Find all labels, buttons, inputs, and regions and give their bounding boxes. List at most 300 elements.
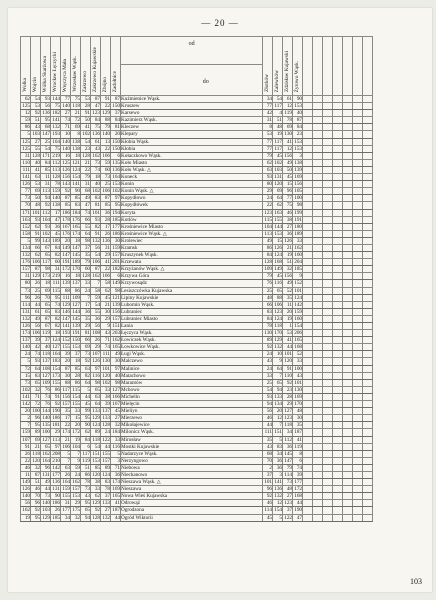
distance-cell: 33 bbox=[101, 386, 111, 393]
distance-cell: 20 bbox=[71, 422, 81, 429]
empty-cell bbox=[363, 159, 373, 166]
distance-cell: 28 bbox=[81, 103, 91, 110]
distance-cell: 75 bbox=[51, 145, 61, 152]
empty-cell bbox=[353, 280, 363, 287]
empty-cell bbox=[363, 131, 373, 138]
empty-cell bbox=[323, 174, 333, 181]
empty-cell bbox=[323, 471, 333, 478]
distance-cell: 99 bbox=[81, 408, 91, 415]
distance-cell: 153 bbox=[294, 103, 302, 110]
distance-cell: 33 bbox=[293, 358, 303, 365]
distance-cell: 75 bbox=[71, 96, 81, 103]
empty-cell bbox=[313, 259, 323, 266]
empty-cell bbox=[353, 408, 363, 415]
distance-cell: 162 bbox=[294, 244, 302, 251]
distance-cell: 132 bbox=[274, 493, 282, 500]
station-name: Krośniewice Wąsk. △ bbox=[121, 230, 263, 237]
distance-cell: 69 bbox=[273, 188, 283, 195]
empty-cell bbox=[343, 266, 353, 273]
empty-cell bbox=[353, 379, 363, 386]
distance-cell: 102 bbox=[112, 188, 120, 195]
empty-cell bbox=[353, 138, 363, 145]
distance-cell: 66 bbox=[81, 337, 91, 344]
distance-cell: 88 bbox=[61, 379, 71, 386]
distance-cell: 39 bbox=[31, 337, 41, 344]
station-name: Mieliyn bbox=[121, 408, 263, 415]
empty-cell bbox=[333, 103, 343, 110]
distance-cell: 49 bbox=[263, 237, 273, 244]
distance-cell: 166 bbox=[102, 273, 110, 280]
distance-cell: 64 bbox=[81, 230, 91, 237]
distance-cell: 9 bbox=[293, 273, 303, 280]
distance-cell: 89 bbox=[31, 429, 41, 436]
distance-cell: 83 bbox=[31, 372, 41, 379]
empty-cell bbox=[353, 386, 363, 393]
distance-cell: 96 bbox=[283, 188, 293, 195]
empty-cell bbox=[323, 422, 333, 429]
distance-cell: 7 bbox=[91, 280, 101, 287]
distance-cell: 191 bbox=[294, 216, 302, 223]
distance-cell: 155 bbox=[52, 379, 60, 386]
distance-cell: 97 bbox=[111, 195, 121, 202]
empty-cell bbox=[343, 493, 353, 500]
distance-cell: 93 bbox=[41, 223, 51, 230]
empty-cell bbox=[323, 244, 333, 251]
distance-cell: 18 bbox=[71, 273, 81, 280]
distance-cell: 125 bbox=[62, 159, 70, 166]
distance-cell: 103 bbox=[42, 507, 50, 514]
distance-cell: 94 bbox=[263, 401, 273, 408]
distance-cell: 92 bbox=[31, 507, 41, 514]
station-name: Lubraniec Miasto bbox=[121, 315, 263, 322]
distance-cell: 79 bbox=[263, 273, 273, 280]
empty-cell bbox=[313, 202, 323, 209]
distance-cell: 75 bbox=[51, 103, 61, 110]
distance-cell: 70 bbox=[21, 202, 31, 209]
distance-cell: 27 bbox=[101, 507, 111, 514]
empty-cell bbox=[343, 195, 353, 202]
distance-cell: 183 bbox=[52, 358, 60, 365]
empty-cell bbox=[303, 408, 313, 415]
empty-cell bbox=[363, 202, 373, 209]
distance-cell: 47 bbox=[91, 103, 101, 110]
distance-cell: 43 bbox=[293, 372, 303, 379]
empty-cell bbox=[313, 103, 323, 110]
station-name: Michelin bbox=[121, 393, 263, 400]
distance-cell: 54 bbox=[91, 252, 101, 259]
station-name: Mielęcin bbox=[121, 401, 263, 408]
distance-cell: 12 bbox=[283, 145, 293, 152]
distance-cell: 190 bbox=[52, 408, 60, 415]
distance-cell: 174 bbox=[72, 230, 80, 237]
distance-cell: 84 bbox=[81, 436, 91, 443]
station-name: Lipiny Kujawskie bbox=[121, 294, 263, 301]
distance-cell: 101 bbox=[294, 287, 302, 294]
empty-cell bbox=[343, 486, 353, 493]
distance-cell: 96 bbox=[41, 464, 51, 471]
distance-cell: 157 bbox=[22, 266, 30, 273]
distance-cell: 173 bbox=[42, 273, 50, 280]
empty-cell bbox=[323, 486, 333, 493]
empty-cell bbox=[333, 372, 343, 379]
distance-cell: 35 bbox=[283, 294, 293, 301]
distance-cell: 29 bbox=[71, 500, 81, 507]
empty-cell bbox=[303, 124, 313, 131]
empty-cell bbox=[343, 337, 353, 344]
empty-cell bbox=[363, 181, 373, 188]
distance-cell: 83 bbox=[71, 202, 81, 209]
distance-cell: 7 bbox=[273, 422, 283, 429]
distance-cell: 49 bbox=[31, 315, 41, 322]
distance-cell: 101 bbox=[92, 209, 100, 216]
empty-cell bbox=[313, 379, 323, 386]
distance-cell: 133 bbox=[274, 393, 282, 400]
table-row bbox=[21, 273, 373, 280]
empty-cell bbox=[353, 479, 363, 486]
distance-cell: 81 bbox=[91, 202, 101, 209]
distance-cell: 118 bbox=[42, 351, 50, 358]
empty-cell bbox=[363, 358, 373, 365]
empty-cell bbox=[323, 365, 333, 372]
distance-cell: 87 bbox=[31, 266, 41, 273]
empty-cell bbox=[303, 131, 313, 138]
distance-cell: 155 bbox=[274, 216, 282, 223]
empty-cell bbox=[333, 386, 343, 393]
distance-cell: 187 bbox=[294, 429, 302, 436]
distance-cell: 19 bbox=[71, 436, 81, 443]
distance-cell: 69 bbox=[283, 124, 293, 131]
distance-cell: 45 bbox=[263, 514, 273, 521]
distance-cell: 91 bbox=[283, 365, 293, 372]
empty-cell bbox=[353, 358, 363, 365]
distance-cell: 43 bbox=[263, 358, 273, 365]
distance-cell: 91 bbox=[81, 110, 91, 117]
distance-cell: 160 bbox=[294, 315, 302, 322]
empty-cell bbox=[303, 330, 313, 337]
col-header: Wrocław Łęczycki bbox=[51, 37, 61, 96]
distance-cell: 22 bbox=[21, 457, 31, 464]
distance-cell: 98 bbox=[111, 379, 121, 386]
empty-cell bbox=[363, 514, 373, 521]
distance-cell: 100 bbox=[294, 195, 302, 202]
empty-cell bbox=[333, 230, 343, 237]
distance-cell: 45 bbox=[111, 408, 121, 415]
empty-cell bbox=[323, 117, 333, 124]
distance-cell: 126 bbox=[274, 244, 282, 251]
col-header-empty bbox=[363, 37, 373, 96]
empty-cell bbox=[363, 422, 373, 429]
distance-cell: 39 bbox=[293, 471, 303, 478]
distance-cell: 75 bbox=[91, 124, 101, 131]
empty-cell bbox=[323, 514, 333, 521]
distance-cell: 18 bbox=[71, 152, 81, 159]
empty-cell bbox=[343, 393, 353, 400]
distance-cell: 51 bbox=[283, 259, 293, 266]
distance-cell: 165 bbox=[294, 337, 302, 344]
empty-cell bbox=[303, 174, 313, 181]
distance-cell: 115 bbox=[264, 216, 272, 223]
empty-cell bbox=[333, 117, 343, 124]
empty-cell bbox=[363, 330, 373, 337]
distance-cell: 84 bbox=[41, 159, 51, 166]
distance-cell: 172 bbox=[72, 429, 80, 436]
distance-cell: 81 bbox=[111, 124, 121, 131]
distance-cell: 89 bbox=[263, 337, 273, 344]
empty-cell bbox=[323, 252, 333, 259]
distance-cell: 147 bbox=[42, 131, 50, 138]
distance-cell: 70 bbox=[263, 457, 273, 464]
distance-cell: 46 bbox=[31, 486, 41, 493]
distance-cell: 11 bbox=[21, 471, 31, 478]
distance-cell: 155 bbox=[62, 344, 70, 351]
distance-cell: 45 bbox=[51, 230, 61, 237]
distance-cell: 124 bbox=[92, 422, 100, 429]
empty-cell bbox=[353, 230, 363, 237]
empty-cell bbox=[333, 124, 343, 131]
distance-cell: 182 bbox=[112, 266, 120, 273]
distance-cell: 146 bbox=[62, 308, 70, 315]
empty-cell bbox=[353, 464, 363, 471]
distance-cell: 21 bbox=[101, 301, 111, 308]
station-name: Ogrodzona bbox=[121, 507, 263, 514]
distance-cell: 157 bbox=[112, 315, 120, 322]
empty-cell bbox=[363, 408, 373, 415]
distance-cell: 78 bbox=[51, 181, 61, 188]
distance-cell: 162 bbox=[22, 507, 30, 514]
distance-cell: 62 bbox=[21, 96, 31, 103]
distance-cell: 98 bbox=[111, 287, 121, 294]
empty-cell bbox=[353, 174, 363, 181]
distance-cell: 91 bbox=[101, 96, 111, 103]
empty-cell bbox=[363, 152, 373, 159]
distance-cell: 150 bbox=[72, 337, 80, 344]
col-header: Zbójno bbox=[101, 37, 111, 96]
table-row bbox=[21, 166, 373, 173]
empty-cell bbox=[323, 464, 333, 471]
distance-cell: 152 bbox=[22, 223, 30, 230]
distance-cell: 131 bbox=[42, 471, 50, 478]
distance-cell: 36 bbox=[273, 457, 283, 464]
distance-cell: 31 bbox=[51, 266, 61, 273]
distance-cell: 17 bbox=[101, 223, 111, 230]
table-row bbox=[21, 294, 373, 301]
distance-cell: 48 bbox=[293, 408, 303, 415]
distance-cell: 150 bbox=[112, 145, 120, 152]
empty-cell bbox=[323, 259, 333, 266]
distance-cell: 120 bbox=[284, 358, 292, 365]
table-row bbox=[21, 138, 373, 145]
distance-cell: 65 bbox=[41, 308, 51, 315]
distance-cell: 143 bbox=[42, 237, 50, 244]
distance-cell: 90 bbox=[293, 96, 303, 103]
distance-cell: 45 bbox=[273, 273, 283, 280]
distance-cell: 70 bbox=[41, 294, 51, 301]
empty-cell bbox=[343, 280, 353, 287]
empty-cell bbox=[343, 181, 353, 188]
distance-cell: 104 bbox=[264, 223, 272, 230]
distance-cell: 219 bbox=[52, 152, 60, 159]
distance-cell: 23 bbox=[283, 386, 293, 393]
empty-cell bbox=[343, 330, 353, 337]
distance-cell: 141 bbox=[22, 174, 30, 181]
distance-cell: 144 bbox=[274, 223, 282, 230]
distance-cell: 54 bbox=[91, 301, 101, 308]
empty-cell bbox=[323, 216, 333, 223]
empty-cell bbox=[363, 280, 373, 287]
station-name: Mierzewo bbox=[121, 415, 263, 422]
empty-cell bbox=[333, 308, 343, 315]
empty-cell bbox=[323, 372, 333, 379]
distance-cell: 27 bbox=[111, 415, 121, 422]
empty-cell bbox=[333, 315, 343, 322]
empty-cell bbox=[343, 436, 353, 443]
empty-cell bbox=[303, 145, 313, 152]
distance-cell: 1 bbox=[283, 323, 293, 330]
empty-cell bbox=[313, 486, 323, 493]
distance-cell: 79 bbox=[101, 124, 111, 131]
empty-cell bbox=[343, 237, 353, 244]
empty-cell bbox=[353, 216, 363, 223]
distance-cell: 24 bbox=[21, 351, 31, 358]
distance-cell: 99 bbox=[31, 237, 41, 244]
distance-cell: 176 bbox=[72, 216, 80, 223]
distance-cell: 111 bbox=[21, 166, 31, 173]
empty-cell bbox=[333, 188, 343, 195]
empty-cell bbox=[363, 315, 373, 322]
distance-cell: 118 bbox=[92, 436, 100, 443]
distance-cell: 51 bbox=[273, 117, 283, 124]
distance-cell: 89 bbox=[101, 464, 111, 471]
empty-cell bbox=[353, 259, 363, 266]
empty-cell bbox=[303, 486, 313, 493]
empty-cell bbox=[363, 464, 373, 471]
empty-cell bbox=[323, 166, 333, 173]
distance-cell: 121 bbox=[72, 159, 80, 166]
empty-cell bbox=[353, 507, 363, 514]
distance-cell: 54 bbox=[31, 96, 41, 103]
empty-cell bbox=[313, 117, 323, 124]
empty-cell bbox=[303, 315, 313, 322]
distance-cell: 6 bbox=[111, 152, 121, 159]
distance-cell: 189 bbox=[52, 237, 60, 244]
distance-cell: 12 bbox=[21, 110, 31, 117]
empty-cell bbox=[303, 457, 313, 464]
distance-cell: 141 bbox=[72, 181, 80, 188]
distance-cell: 94 bbox=[273, 386, 283, 393]
distance-cell: 63 bbox=[91, 393, 101, 400]
empty-cell bbox=[343, 457, 353, 464]
distance-cell: 61 bbox=[31, 308, 41, 315]
distance-cell: 5 bbox=[21, 358, 31, 365]
distance-cell: 79 bbox=[283, 464, 293, 471]
empty-cell bbox=[353, 393, 363, 400]
distance-cell: 32 bbox=[111, 422, 121, 429]
distance-cell: 80 bbox=[263, 181, 273, 188]
distance-cell: 38 bbox=[91, 479, 101, 486]
distance-cell: 115 bbox=[72, 386, 80, 393]
distance-cell: 137 bbox=[72, 280, 80, 287]
distance-cell: 167 bbox=[62, 223, 70, 230]
distance-cell: 124 bbox=[52, 337, 60, 344]
station-name: Odrowąż bbox=[121, 500, 263, 507]
distance-cell: 44 bbox=[283, 344, 293, 351]
distance-cell: 178 bbox=[62, 216, 70, 223]
distance-cell: 136 bbox=[274, 486, 282, 493]
distance-cell: 77 bbox=[283, 195, 293, 202]
distance-cell: 70 bbox=[31, 493, 41, 500]
empty-cell bbox=[333, 131, 343, 138]
empty-cell bbox=[363, 301, 373, 308]
empty-cell bbox=[363, 365, 373, 372]
distance-cell: 45 bbox=[283, 174, 293, 181]
distance-cell: 34 bbox=[263, 96, 273, 103]
distance-cell: 142 bbox=[294, 301, 302, 308]
distance-cell: 78 bbox=[81, 479, 91, 486]
distance-cell: 136 bbox=[52, 479, 60, 486]
distance-cell: 43 bbox=[101, 330, 111, 337]
distance-cell: 169 bbox=[294, 393, 302, 400]
distance-cell: 131 bbox=[22, 308, 30, 315]
distance-cell: 13 bbox=[101, 138, 111, 145]
distance-cell: 95 bbox=[41, 117, 51, 124]
distance-cell: 125 bbox=[22, 138, 30, 145]
station-name: Klepary bbox=[121, 131, 263, 138]
distance-cell: 168 bbox=[274, 259, 282, 266]
empty-cell bbox=[363, 415, 373, 422]
distance-cell: 7 bbox=[71, 450, 81, 457]
distance-cell: 29 bbox=[283, 401, 293, 408]
distance-cell: 52 bbox=[283, 287, 293, 294]
empty-cell bbox=[353, 181, 363, 188]
empty-cell bbox=[333, 287, 343, 294]
distance-cell: 147 bbox=[284, 457, 292, 464]
distance-cell: 144 bbox=[72, 308, 80, 315]
distance-cell: 25 bbox=[101, 181, 111, 188]
distance-cell: 77 bbox=[263, 103, 273, 110]
empty-cell bbox=[343, 386, 353, 393]
distance-cell: 27 bbox=[61, 110, 71, 117]
distance-cell: 41 bbox=[111, 500, 121, 507]
distance-cell: 87 bbox=[31, 471, 41, 478]
distance-cell: 144 bbox=[52, 96, 60, 102]
distance-cell: 65 bbox=[81, 507, 91, 514]
station-name: Konin bbox=[121, 181, 263, 188]
distance-cell: 176 bbox=[62, 230, 70, 237]
empty-cell bbox=[303, 244, 313, 251]
empty-cell bbox=[323, 96, 333, 103]
distance-cell: 69 bbox=[41, 287, 51, 294]
distance-cell: 102 bbox=[274, 159, 282, 166]
distance-cell: 5 bbox=[21, 237, 31, 244]
distance-cell: 95 bbox=[31, 422, 41, 429]
empty-cell bbox=[343, 273, 353, 280]
distance-cell: 32 bbox=[71, 514, 81, 521]
distance-cell: 174 bbox=[22, 330, 30, 337]
distance-cell: 180 bbox=[294, 223, 302, 230]
distance-cell: 44 bbox=[111, 514, 121, 521]
empty-cell bbox=[323, 401, 333, 408]
empty-cell bbox=[323, 159, 333, 166]
distance-cell: 78 bbox=[101, 486, 111, 493]
empty-cell bbox=[343, 315, 353, 322]
empty-cell bbox=[313, 273, 323, 280]
empty-cell bbox=[303, 379, 313, 386]
distance-cell: 62 bbox=[81, 429, 91, 436]
distance-cell: 61 bbox=[283, 96, 293, 103]
table-row bbox=[21, 379, 373, 386]
distance-cell: 30 bbox=[111, 358, 121, 365]
distance-cell: 109 bbox=[264, 266, 272, 273]
